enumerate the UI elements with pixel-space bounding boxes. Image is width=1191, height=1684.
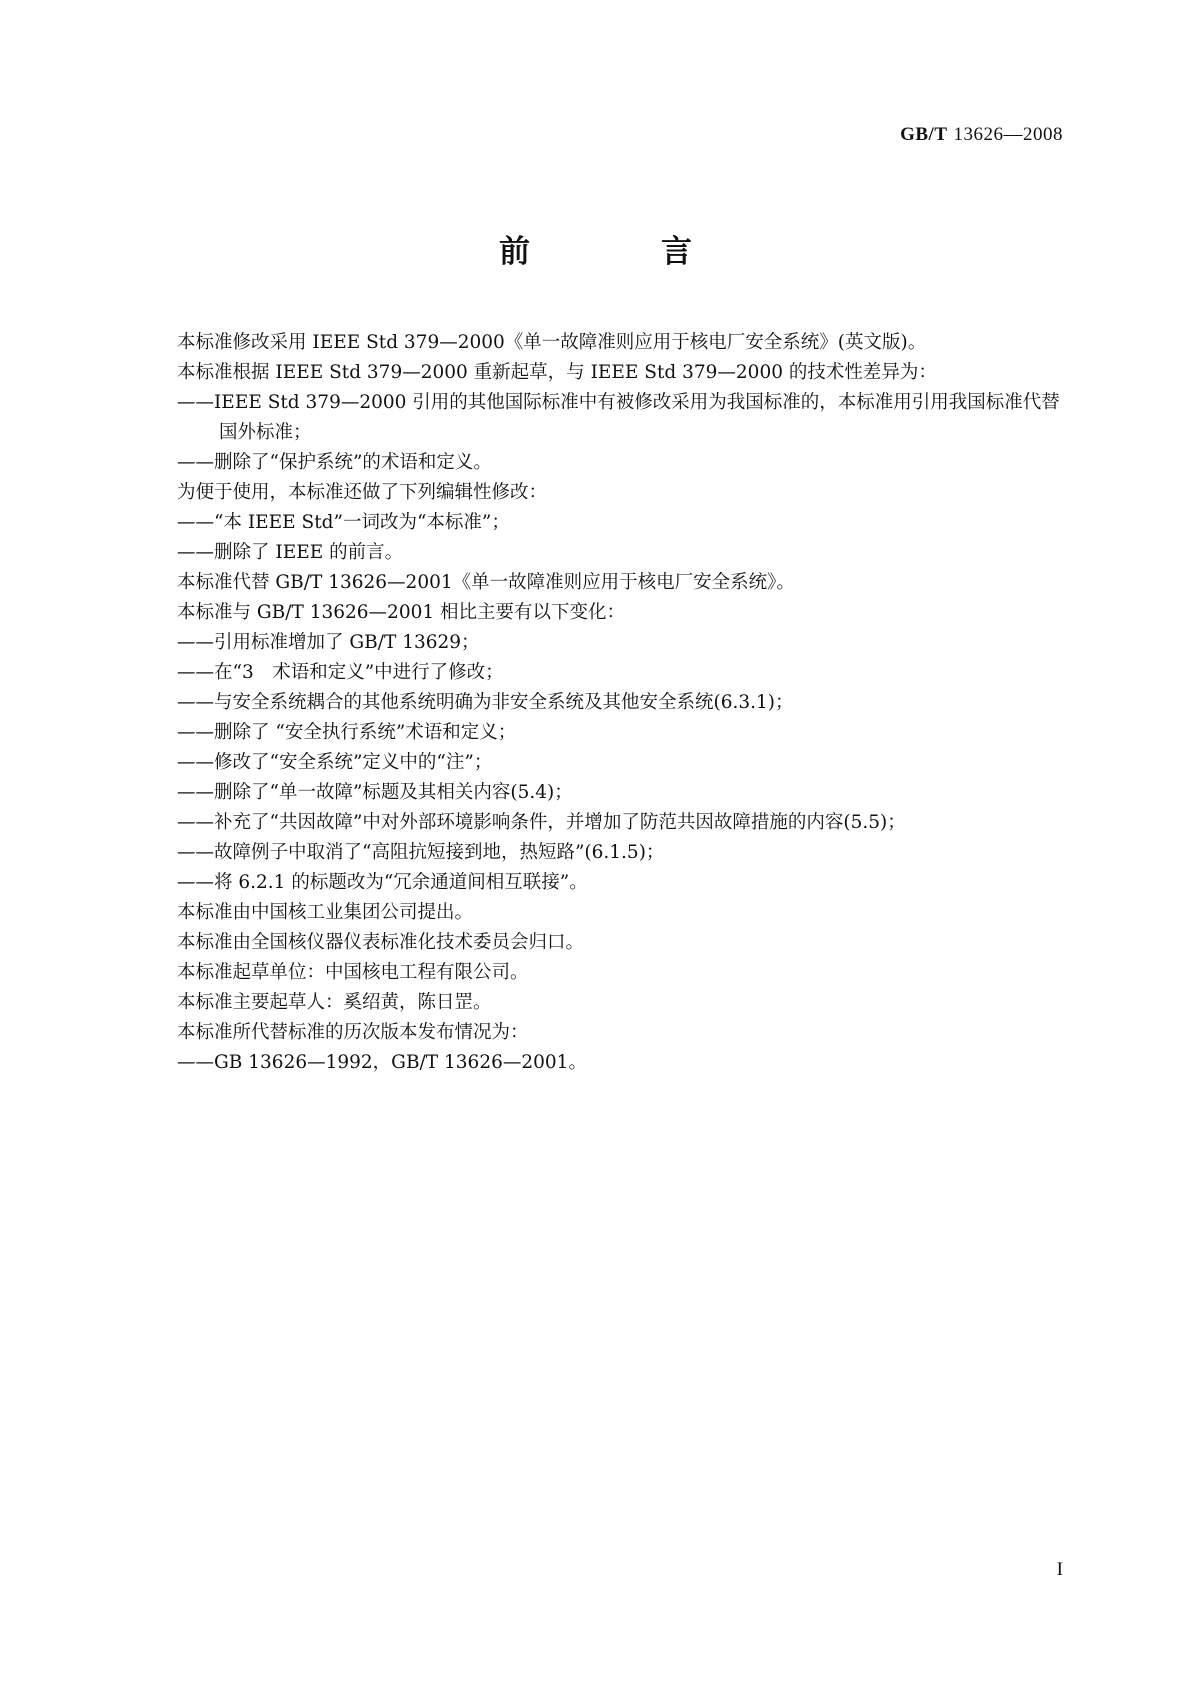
- standard-code-number: 13626—2008: [953, 124, 1063, 145]
- paragraph-9: 本标准主要起草人：奚绍黄，陈日罡。: [177, 992, 492, 1013]
- paragraph-4: 本标准代替 GB/T 13626—2001《单一故障准则应用于核电厂安全系统》。: [177, 572, 795, 593]
- foreword-body: [177, 328, 1067, 1078]
- paragraph-10: 本标准所代替标准的历次版本发布情况为：: [177, 1022, 529, 1043]
- paragraph-2: 本标准根据 IEEE Std 379—2000 重新起草，与 IEEE Std 379—2000 的技术性差异为：: [177, 362, 937, 383]
- list-item: ——与安全系统耦合的其他系统明确为非安全系统及其他安全系统(6.3.1)；: [177, 692, 794, 713]
- list-item: ——删除了 “安全执行系统”术语和定义；: [177, 722, 517, 743]
- paragraph-6: 本标准由中国核工业集团公司提出。: [177, 902, 474, 923]
- page-number: I: [1056, 1559, 1063, 1580]
- list-item: ——删除了“单一故障”标题及其相关内容(5.4)；: [177, 782, 573, 803]
- list-item: ——删除了 IEEE 的前言。: [177, 542, 404, 563]
- list-item: ——IEEE Std 379—2000 引用的其他国际标准中有被修改采用为我国标准的，本标准用引用我国标准代替国外标准；: [177, 392, 1060, 443]
- list-item: ——将 6.2.1 的标题改为“冗余通道间相互联接”。: [177, 872, 588, 893]
- paragraph-7: 本标准由全国核仪器仪表标准化技术委员会归口。: [177, 932, 585, 953]
- list-item: ——修改了“安全系统”定义中的“注”；: [177, 752, 493, 773]
- list-item: ——“本 IEEE Std”一词改为“本标准”；: [177, 512, 510, 533]
- paragraph-8: 本标准起草单位：中国核电工程有限公司。: [177, 962, 529, 983]
- list-item: ——引用标准增加了 GB/T 13629；: [177, 632, 480, 653]
- paragraph-3: 为便于使用，本标准还做了下列编辑性修改：: [177, 482, 548, 503]
- list-item: ——在“3 术语和定义”中进行了修改；: [177, 662, 504, 683]
- page-title: 前 言: [499, 234, 742, 270]
- paragraph-1: 本标准修改采用 IEEE Std 379—2000《单一故障准则应用于核电厂安全系统》(英文版)。: [177, 332, 927, 353]
- standard-code-prefix: GB/T: [900, 124, 948, 145]
- paragraph-5: 本标准与 GB/T 13626—2001 相比主要有以下变化：: [177, 602, 626, 623]
- list-item: ——故障例子中取消了“高阻抗短接到地，热短路”(6.1.5)；: [177, 842, 665, 863]
- standard-code: [900, 124, 1063, 146]
- list-item: ——GB 13626—1992，GB/T 13626—2001。: [177, 1052, 587, 1073]
- list-item: ——删除了“保护系统”的术语和定义。: [177, 452, 492, 473]
- list-item: ——补充了“共因故障”中对外部环境影响条件，并增加了防范共因故障措施的内容(5.5)；: [177, 812, 906, 833]
